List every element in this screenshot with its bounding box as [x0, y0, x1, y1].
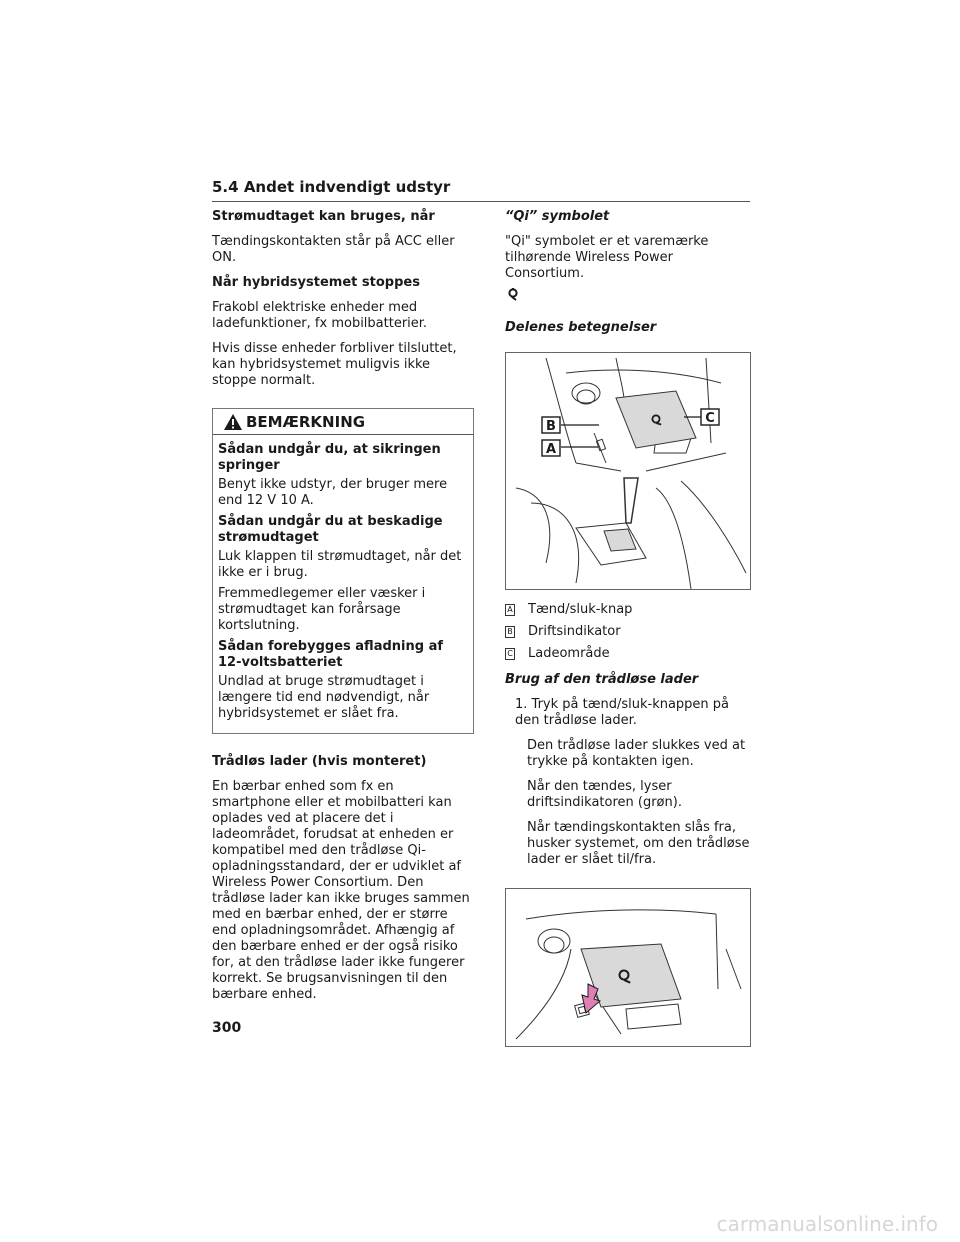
legend-key: B [505, 626, 515, 638]
notice-heading-fuse: Sådan undgår du, at sikringen springer [218, 442, 441, 473]
warning-icon [223, 413, 243, 431]
paragraph-wireless-charger: En bærbar enhed som fx en smartphone eller et mobilbatteri kan oplades ved at placere det i ladeområdet, forudsat at enheden er kompatibel med den trådløse Qi-opladningsstandard, der er udviklet af Wireless Power Consortium. Den trådløse lader kan ikke bruges sammen med en bærbar enhed, der er større end opladningsområdet. Afhængig af den bærbare enhed er der også risiko for, at den trådløse lader ikke fungerer korrekt. Se brugsanvisningen til den bærbare enhed. [212, 779, 470, 1002]
notice-heading-damage: Sådan undgår du at beskadige strømudtaget [218, 514, 443, 545]
right-column [505, 209, 751, 1047]
paragraph-disconnect: Frakobl elektriske enheder med ladefunktioner, fx mobilbatterier. [212, 300, 428, 331]
notice-paragraph-battery: Undlad at bruge strømudtaget i længere tid end nødvendigt, når hybridsystemet er slået fra. [218, 674, 430, 721]
notice-header [213, 409, 473, 435]
figure-parts-illustration [505, 352, 751, 590]
legend-label: Ladeområde [528, 646, 610, 661]
legend-key: C [505, 648, 515, 660]
svg-text:B: B [546, 419, 556, 434]
heading-usage: Brug af den trådløse lader [505, 672, 699, 687]
section-header [212, 178, 750, 202]
legend-key: A [505, 604, 515, 616]
legend-item-b [505, 624, 751, 640]
watermark: carmanualsonline.info [716, 1212, 938, 1236]
section-title: Andet indvendigt udstyr [243, 178, 451, 196]
step-note-indicator: Når den tændes, lyser driftsindikatoren (grøn). [527, 779, 682, 810]
step-note-off: Den trådløse lader slukkes ved at trykke på kontakten igen. [527, 738, 746, 769]
notice-heading-battery: Sådan forebygges afladning af 12-voltsbatteriet [218, 639, 443, 670]
paragraph-ignition: Tændingskontakten står på ACC eller ON. [212, 234, 455, 265]
notice-title: BEMÆRKNING [246, 413, 366, 431]
heading-parts: Delenes betegnelser [505, 320, 657, 335]
press-button-illustration [506, 889, 750, 1046]
legend-item-a [505, 602, 751, 618]
console-illustration [506, 353, 750, 589]
page-number: 300 [212, 1020, 242, 1036]
paragraph-may-not-stop: Hvis disse enheder forbliver tilsluttet, kan hybridsystemet muligvis ikke stoppe normalt. [212, 341, 457, 388]
legend-label: Driftsindikator [528, 624, 621, 639]
heading-qi-symbol: “Qi” symbolet [505, 209, 610, 224]
qi-symbol-icon [505, 287, 521, 301]
svg-text:C: C [705, 411, 715, 426]
usage-steps [505, 697, 751, 868]
section-number: 5.4 [212, 178, 239, 196]
figure-press-button [505, 888, 751, 1047]
step-note-memory: Når tændingskontakten slås fra, husker systemet, om den trådløse lader er slået til/fra. [527, 820, 750, 867]
notice-paragraph-fuse: Benyt ikke udstyr, der bruger mere end 12 V 10 A. [218, 477, 448, 508]
heading-wireless-charger: Trådløs lader (hvis monteret) [212, 754, 427, 769]
notice-paragraph-cover: Luk klappen til strømudtaget, når det ikke er i brug. [218, 549, 462, 580]
heading-socket-usable: Strømudtaget kan bruges, når [212, 209, 435, 224]
legend-label: Tænd/sluk-knap [528, 602, 633, 617]
step-1: 1. Tryk på tænd/sluk-knappen på den trådløse lader. [515, 697, 730, 728]
notice-paragraph-foreign: Fremmedlegemer eller væsker i strømudtaget kan forårsage kortslutning. [218, 586, 426, 633]
heading-hybrid-stop: Når hybridsystemet stoppes [212, 275, 420, 290]
svg-text:A: A [545, 442, 557, 457]
left-column [212, 209, 474, 1012]
paragraph-qi-trademark: "Qi" symbolet er et varemærke tilhørende Wireless Power Consortium. [505, 234, 709, 281]
legend-item-c [505, 646, 751, 662]
qi-symbol-icon-wrap [505, 287, 751, 306]
step-1-notes [515, 738, 751, 868]
notice-box [212, 408, 474, 734]
